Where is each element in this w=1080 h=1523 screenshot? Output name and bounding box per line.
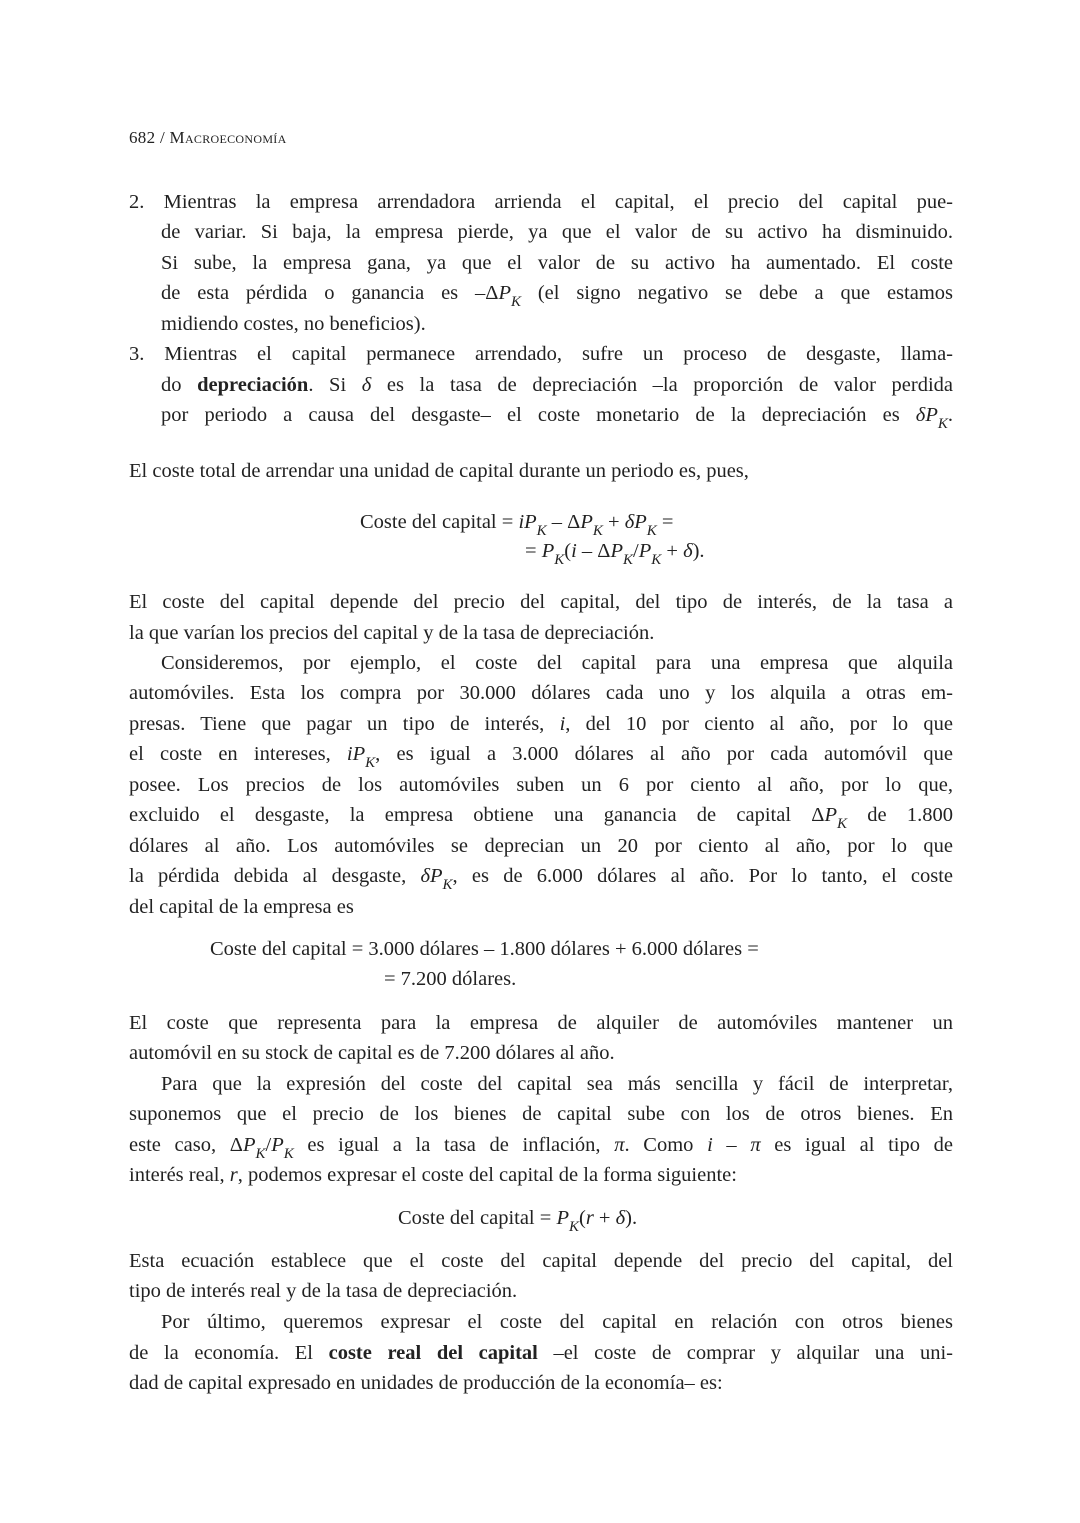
math-symbol: P xyxy=(242,1134,256,1156)
text-run: automóviles. Esta los compra por 30.000 dólares cada uno y los alquila a otras em- xyxy=(129,682,953,704)
math-symbol: iP xyxy=(346,743,366,765)
text-run: dad de capital expresado en unidades de producción de la economía– es: xyxy=(129,1372,723,1394)
text-run: = xyxy=(656,511,674,533)
math-symbol: δP xyxy=(915,404,938,426)
text-run: excluido el desgaste, la empresa obtiene una ganancia de capital Δ xyxy=(129,804,825,826)
math-symbol: K xyxy=(283,1146,294,1162)
math-symbol: K xyxy=(646,523,657,539)
text-run: dólares al año. Los automóviles se deprecian un 20 por ciento al año, por lo que xyxy=(129,835,953,857)
text-run: Coste del capital = xyxy=(398,1207,557,1229)
text-run: = 7.200 dólares. xyxy=(384,968,517,990)
text-line xyxy=(129,772,953,798)
text-run: del capital de la empresa es xyxy=(129,896,354,918)
text-run: + xyxy=(593,1207,616,1229)
math-symbol: r xyxy=(229,1164,238,1186)
text-run: Coste del capital = 3.000 dólares – 1.800 dólares + 6.000 dólares = xyxy=(210,938,759,960)
text-line xyxy=(161,650,953,676)
text-line xyxy=(129,620,654,646)
math-symbol: P xyxy=(610,540,623,562)
math-symbol: K xyxy=(442,877,453,893)
text-run: Para que la expresión del coste del capital sea más sencilla y fácil de interpretar, xyxy=(161,1073,953,1095)
text-run: 2. Mientras la empresa arrendadora arrienda el capital, el precio del capital pue- xyxy=(129,191,953,213)
math-symbol: K xyxy=(255,1146,266,1162)
text-line xyxy=(161,280,953,308)
bold-term: coste real del capital xyxy=(328,1342,538,1364)
text-line xyxy=(129,680,953,706)
math-symbol: K xyxy=(536,523,547,539)
text-line xyxy=(129,1040,615,1066)
text-line xyxy=(129,863,953,891)
text-run: / xyxy=(633,540,639,562)
text-run: posee. Los precios de los automóviles suben un 6 por ciento al año, por lo que, xyxy=(129,774,953,796)
text-line xyxy=(129,802,953,830)
text-run: de 1.800 xyxy=(847,804,953,826)
text-run: ( xyxy=(578,1207,586,1229)
text-run: – Δ xyxy=(546,511,581,533)
text-line xyxy=(398,1205,637,1233)
text-run: es igual al tipo de xyxy=(760,1134,954,1156)
text-run: por periodo a causa del desgaste– el coste monetario de la depreciación es xyxy=(161,404,916,426)
math-symbol: K xyxy=(554,552,565,568)
text-line xyxy=(129,741,953,769)
text-run: / xyxy=(265,1134,272,1156)
math-symbol: δ xyxy=(361,374,372,396)
text-line xyxy=(129,589,953,615)
text-run: El coste del capital depende del precio del capital, del tipo de interés, de la tasa a xyxy=(129,591,953,613)
math-symbol: P xyxy=(824,804,837,826)
text-line xyxy=(129,341,953,367)
text-run: ). xyxy=(692,540,705,562)
text-run: ). xyxy=(625,1207,638,1229)
text-run: la que varían los precios del capital y de la tasa de depreciación. xyxy=(129,622,655,644)
text-line xyxy=(129,894,354,920)
math-symbol: K xyxy=(837,816,848,832)
text-run: . Como xyxy=(624,1134,708,1156)
text-run: El coste total de arrendar una unidad de capital durante un periodo es, pues, xyxy=(129,460,749,482)
text-run: + xyxy=(602,511,625,533)
book-title: Macroeconomía xyxy=(169,128,287,147)
text-line xyxy=(129,458,749,484)
text-line xyxy=(525,538,705,566)
text-run: ( xyxy=(564,540,572,562)
text-run: Si sube, la empresa gana, ya que el valor de su activo ha aumentado. El coste xyxy=(161,252,953,274)
math-symbol: K xyxy=(510,294,521,310)
math-symbol: P xyxy=(580,511,593,533)
text-run: tipo de interés real y de la tasa de depreciación. xyxy=(129,1280,518,1302)
text-run: El coste que representa para la empresa de alquiler de automóviles mantener un xyxy=(129,1012,953,1034)
text-run: de variar. Si baja, la empresa pierde, ya que el valor de su activo ha disminuido. xyxy=(161,221,953,243)
math-symbol: K xyxy=(937,416,948,432)
text-line xyxy=(360,509,673,537)
text-line xyxy=(161,250,953,276)
text-line xyxy=(129,1340,953,1366)
math-symbol: r xyxy=(585,1207,594,1229)
text-run: automóvil en su stock de capital es de 7.200 dólares al año. xyxy=(129,1042,615,1064)
math-symbol: P xyxy=(541,540,555,562)
text-run: suponemos que el precio de los bienes de capital sube con los de otros bienes. En xyxy=(129,1103,953,1125)
text-run: . Si xyxy=(308,374,362,396)
text-run: Coste del capital = xyxy=(360,511,519,533)
text-run: de la economía. El xyxy=(129,1342,329,1364)
text-line xyxy=(129,1278,517,1304)
text-line xyxy=(210,936,759,962)
page-number: 682 / xyxy=(129,128,170,147)
text-line xyxy=(161,1071,953,1097)
text-run: Esta ecuación establece que el coste del capital depende del precio del capital, del xyxy=(129,1250,953,1272)
text-run: este caso, Δ xyxy=(129,1134,243,1156)
text-line xyxy=(384,966,516,992)
text-line xyxy=(129,1010,953,1036)
text-line xyxy=(161,402,953,430)
text-run: presas. Tiene que pagar un tipo de interés, xyxy=(129,713,560,735)
math-symbol: P xyxy=(498,282,511,304)
math-symbol: K xyxy=(568,1219,579,1235)
text-line xyxy=(161,372,953,398)
text-run: es igual a la tasa de inflación, xyxy=(293,1134,615,1156)
text-run: 3. Mientras el capital permanece arrendado, sufre un proceso de desgaste, llama- xyxy=(129,343,953,365)
math-symbol: iP xyxy=(518,511,537,533)
math-symbol: K xyxy=(622,552,633,568)
text-run: de esta pérdida o ganancia es –Δ xyxy=(161,282,499,304)
text-run: , del 10 por ciento al año, por lo que xyxy=(565,713,953,735)
math-symbol: K xyxy=(592,523,603,539)
text-line xyxy=(161,1309,953,1335)
text-run: , es igual a 3.000 dólares al año por cada automóvil que xyxy=(375,743,953,765)
text-line xyxy=(129,1162,737,1188)
text-run: . xyxy=(947,404,953,426)
text-line xyxy=(129,711,953,737)
text-run: el coste en intereses, xyxy=(129,743,347,765)
text-run: = xyxy=(525,540,542,562)
math-symbol: i – π xyxy=(707,1134,761,1156)
text-line xyxy=(129,1101,953,1127)
math-symbol: δP xyxy=(420,865,443,887)
text-line xyxy=(129,189,953,215)
bold-term: depreciación xyxy=(197,374,309,396)
math-symbol: δ xyxy=(615,1207,626,1229)
math-symbol: i xyxy=(559,713,566,735)
text-run: , es de 6.000 dólares al año. Por lo tanto, el coste xyxy=(452,865,953,887)
text-run: –el coste de comprar y alquilar una uni- xyxy=(537,1342,953,1364)
text-run: midiendo costes, no beneficios). xyxy=(161,313,426,335)
text-run: + xyxy=(661,540,684,562)
text-run: interés real, xyxy=(129,1164,230,1186)
math-symbol: K xyxy=(365,755,376,771)
text-line xyxy=(129,833,953,859)
math-symbol: i xyxy=(571,540,577,562)
math-symbol: δ xyxy=(683,540,693,562)
math-symbol: π xyxy=(614,1134,625,1156)
math-symbol: K xyxy=(651,552,662,568)
text-line xyxy=(161,219,953,245)
text-run: la pérdida debida al desgaste, xyxy=(129,865,421,887)
math-symbol: P xyxy=(271,1134,284,1156)
text-run: do xyxy=(161,374,198,396)
math-symbol: δP xyxy=(624,511,647,533)
text-line xyxy=(129,1248,953,1274)
text-run: Consideremos, por ejemplo, el coste del capital para una empresa que alquila xyxy=(161,652,953,674)
text-run: , podemos expresar el coste del capital de la forma siguiente: xyxy=(237,1164,737,1186)
text-line xyxy=(161,311,426,337)
text-run: – Δ xyxy=(576,540,611,562)
text-line xyxy=(129,1370,723,1396)
running-header xyxy=(129,128,287,148)
text-line xyxy=(129,1132,953,1160)
text-run: es la tasa de depreciación –la proporción de valor perdida xyxy=(371,374,953,396)
math-symbol: P xyxy=(638,540,652,562)
text-run: Por último, queremos expresar el coste del capital en relación con otros bienes xyxy=(161,1311,953,1333)
math-symbol: P xyxy=(556,1207,569,1229)
text-run: (el signo negativo se debe a que estamos xyxy=(520,282,953,304)
